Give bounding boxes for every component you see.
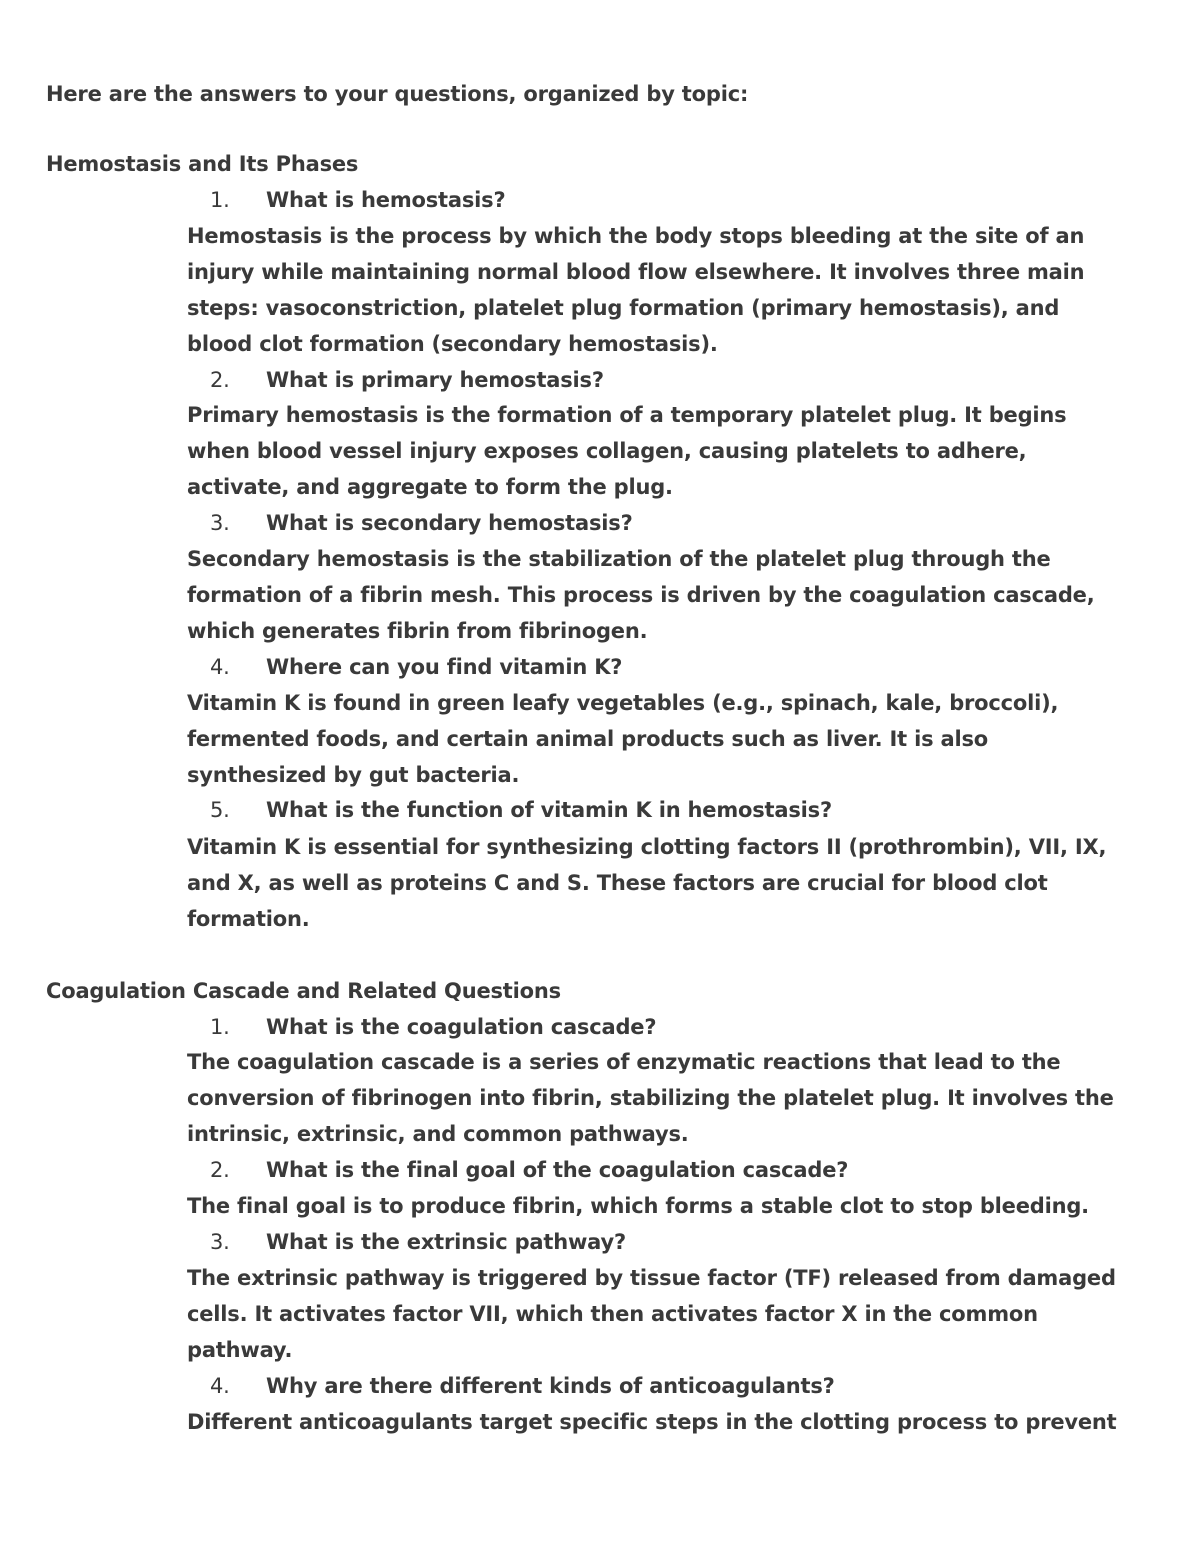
question-text: Why are there different kinds of anticoagulants? [266,1374,835,1398]
answer-line: steps: vasoconstriction, platelet plug formation (primary hemostasis), and [187,296,1060,320]
question-text: What is secondary hemostasis? [266,511,633,535]
question-number: 3. [210,1230,230,1254]
question-text: What is the coagulation cascade? [266,1015,657,1039]
answer-line: The coagulation cascade is a series of enzymatic reactions that lead to the [187,1050,1061,1074]
answer-line: The extrinsic pathway is triggered by tissue factor (TF) released from damaged [187,1266,1116,1290]
question-number: 5. [210,798,230,822]
question-text: What is primary hemostasis? [266,368,604,392]
answer-line: Vitamin K is found in green leafy vegetables (e.g., spinach, kale, broccoli), [187,691,1059,715]
answer-line: injury while maintaining normal blood flow elsewhere. It involves three main [187,260,1085,284]
answer-line: synthesized by gut bacteria. [187,763,520,787]
question-text: What is hemostasis? [266,188,506,212]
answer-line: Vitamin K is essential for synthesizing clotting factors II (prothrombin), VII, IX, [187,835,1107,859]
answer-line: which generates fibrin from fibrinogen. [187,619,648,643]
answer-line: Secondary hemostasis is the stabilization of the platelet plug through the [187,547,1051,571]
section-heading: Coagulation Cascade and Related Questions [46,979,561,1003]
answer-line: conversion of fibrinogen into fibrin, stabilizing the platelet plug. It involves the [187,1086,1114,1110]
answer-line: pathway. [187,1338,293,1362]
answer-line: Primary hemostasis is the formation of a temporary platelet plug. It begins [187,403,1067,427]
answer-line: cells. It activates factor VII, which then activates factor X in the common [187,1302,1038,1326]
answer-line: formation. [187,907,310,931]
question-text: What is the extrinsic pathway? [266,1230,626,1254]
question-number: 3. [210,511,230,535]
answer-line: fermented foods, and certain animal products such as liver. It is also [187,727,988,751]
question-number: 1. [210,188,230,212]
intro-text: Here are the answers to your questions, organized by topic: [46,82,749,106]
answer-line: Hemostasis is the process by which the body stops bleeding at the site of an [187,224,1085,248]
question-number: 2. [210,368,230,392]
question-text: What is the function of vitamin K in hemostasis? [266,798,832,822]
answer-line: blood clot formation (secondary hemostasis). [187,332,718,356]
answer-line: intrinsic, extrinsic, and common pathways. [187,1122,689,1146]
question-number: 4. [210,1374,230,1398]
answer-line: and X, as well as proteins C and S. These factors are crucial for blood clot [187,871,1048,895]
question-text: What is the final goal of the coagulation cascade? [266,1158,849,1182]
answer-line: activate, and aggregate to form the plug. [187,475,673,499]
section-heading: Hemostasis and Its Phases [46,152,359,176]
question-number: 4. [210,655,230,679]
question-number: 2. [210,1158,230,1182]
answer-line: The final goal is to produce fibrin, which forms a stable clot to stop bleeding. [187,1194,1089,1218]
question-text: Where can you find vitamin K? [266,655,623,679]
answer-line: Different anticoagulants target specific steps in the clotting process to prevent [187,1410,1117,1434]
answer-line: formation of a fibrin mesh. This process is driven by the coagulation cascade, [187,583,1095,607]
answer-line: when blood vessel injury exposes collagen, causing platelets to adhere, [187,439,1027,463]
question-number: 1. [210,1015,230,1039]
